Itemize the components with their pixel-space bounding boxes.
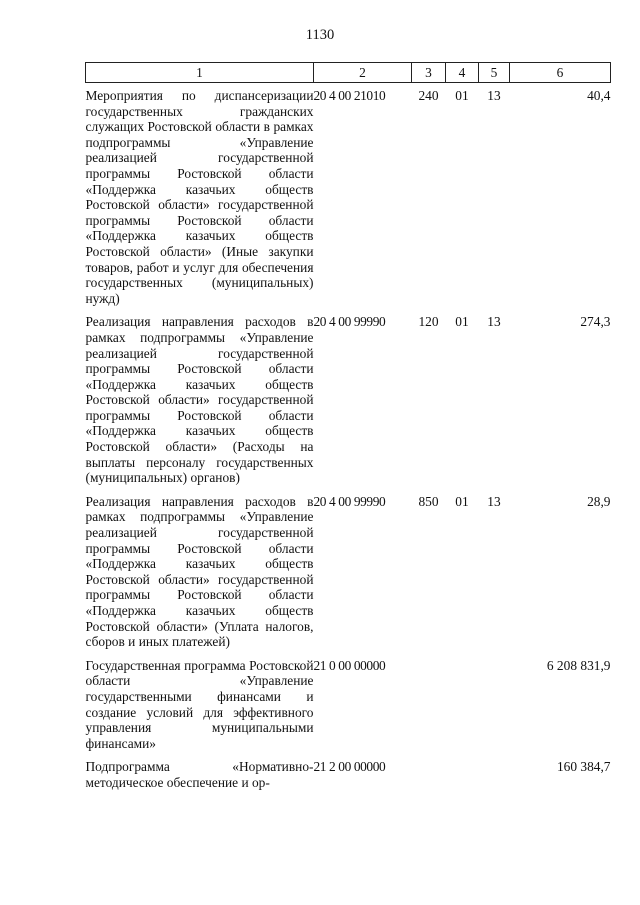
row-vr bbox=[412, 751, 446, 790]
budget-table bbox=[85, 62, 611, 791]
row-code: 20 4 00 99990 bbox=[313, 314, 386, 330]
row-sum: 160 384,7 bbox=[556, 759, 611, 775]
row-rz bbox=[446, 650, 479, 752]
row-pr: 13 bbox=[487, 314, 501, 330]
table-row bbox=[86, 83, 611, 307]
row-name: Реализация направления расходов в рамках подпрограммы «Управление реализацией государственной программы Ростовской области «Поддержка казачьих обществ Ростовской области» государственной программы Ростовской области «Поддержка казачьих обществ Ростовской области» (Уплата налогов, сборов и иных платежей) bbox=[85, 493, 314, 650]
row-vr: 850 bbox=[418, 493, 439, 509]
row-code: 20 4 00 99990 bbox=[313, 493, 386, 509]
col-header-rz: 4 bbox=[446, 63, 479, 83]
col-header-pr: 5 bbox=[479, 63, 510, 83]
row-pr: 13 bbox=[487, 493, 501, 509]
row-sum: 40,4 bbox=[587, 88, 611, 103]
table-row bbox=[86, 486, 611, 650]
row-code: 21 0 00 00000 bbox=[313, 657, 386, 673]
row-name: Государственная программа Ростовской области «Управление государственными финансами и создание условий для эффективного управления муниципальными финансами» bbox=[85, 657, 314, 751]
row-name: Мероприятия по диспансеризации государственных гражданских служащих Ростовской области в рамках подпрограммы «Управление реализацией государственной программы Ростовской области «Поддержка казачьих обществ Ростовской области» государственной программы Ростовской области «Поддержка казачьих обществ Ростовской области» (Иные закупки товаров, работ и услуг для обеспечения государственных (муниципальных) нужд) bbox=[85, 88, 314, 306]
row-rz bbox=[446, 751, 479, 790]
row-vr: 120 bbox=[418, 314, 439, 330]
row-vr: 240 bbox=[418, 88, 439, 103]
row-sum: 28,9 bbox=[587, 493, 611, 509]
row-name: Реализация направления расходов в рамках подпрограммы «Управление реализацией государственной программы Ростовской области «Поддержка казачьих обществ Ростовской области» государственной программы Ростовской области «Поддержка казачьих обществ Ростовской области» (Расходы на выплаты персоналу государственных (муниципальных) органов) bbox=[85, 314, 314, 486]
row-name: Подпрограмма «Нормативно-методическое обеспечение и ор- bbox=[85, 759, 314, 790]
row-rz: 01 bbox=[455, 88, 469, 103]
row-code: 21 2 00 00000 bbox=[313, 759, 386, 775]
col-header-vr: 3 bbox=[412, 63, 446, 83]
table-row bbox=[86, 306, 611, 486]
col-header-name: 1 bbox=[86, 63, 314, 83]
table-row bbox=[86, 650, 611, 752]
row-sum: 274,3 bbox=[580, 314, 611, 330]
row-pr bbox=[479, 751, 510, 790]
row-pr bbox=[479, 650, 510, 752]
col-header-code: 2 bbox=[314, 63, 412, 83]
table-row bbox=[86, 751, 611, 790]
row-vr bbox=[412, 650, 446, 752]
row-rz: 01 bbox=[455, 314, 469, 330]
row-rz: 01 bbox=[455, 493, 469, 509]
table-header-row bbox=[86, 63, 611, 83]
row-sum: 6 208 831,9 bbox=[546, 657, 611, 673]
row-pr: 13 bbox=[487, 88, 501, 103]
page-number: 1130 bbox=[305, 27, 335, 43]
row-code: 20 4 00 21010 bbox=[313, 88, 386, 103]
col-header-sum: 6 bbox=[510, 63, 611, 83]
